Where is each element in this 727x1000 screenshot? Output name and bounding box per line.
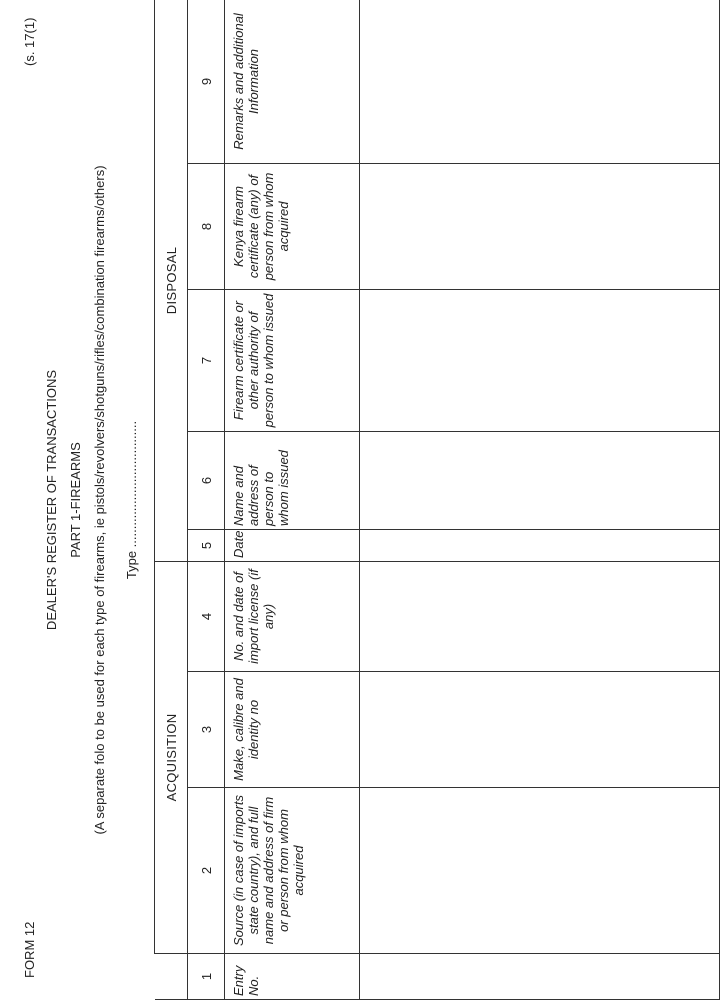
col-desc-entry-no: Entry No. (225, 954, 360, 1000)
section-reference: (s. 17(1) (22, 17, 37, 66)
group-acquisition (155, 561, 188, 953)
register-table (154, 0, 720, 1000)
entry-cell-5[interactable] (360, 529, 720, 561)
entry-cell-2[interactable] (360, 788, 720, 954)
col-num-5: 5 (188, 529, 225, 561)
entry-cell-8[interactable] (360, 163, 720, 289)
entry-cell-1[interactable] (360, 954, 720, 1000)
col-desc-firearm-certificate: Firearm certificate or other authority of person to whom issued (225, 289, 360, 431)
group-cell-blank (155, 954, 188, 1000)
col-desc-make-calibre: Make, calibre and identity no (225, 672, 360, 788)
part-title: PART 1-FIREARMS (68, 442, 83, 558)
group-disposal-label: DISPOSAL (163, 246, 179, 315)
col-desc-remarks: Remarks and additional Information (225, 0, 360, 163)
type-field: Type ................................... (124, 420, 139, 580)
col-num-3: 3 (188, 672, 225, 788)
col-num-9: 9 (188, 0, 225, 163)
col-num-1: 1 (188, 954, 225, 1000)
entry-cell-4[interactable] (360, 561, 720, 671)
form-number: FORM 12 (22, 921, 37, 978)
col-num-4: 4 (188, 561, 225, 671)
col-desc-kenya-certificate: Kenya firearm certificate (any) of person from whom acquired (225, 163, 360, 289)
entry-cell-6[interactable] (360, 431, 720, 529)
entry-cell-9[interactable] (360, 0, 720, 163)
col-desc-import-license: No. and date of import license (if any) (225, 561, 360, 671)
col-num-6: 6 (188, 431, 225, 529)
col-num-8: 8 (188, 163, 225, 289)
col-num-7: 7 (188, 289, 225, 431)
entry-cell-7[interactable] (360, 289, 720, 431)
instruction-note: (A separate folo to be used for each type of firearms, ie pistols/revolvers/shotguns/rifles/combination firearms/others) (92, 165, 107, 835)
group-acquisition-label: ACQUISITION (163, 713, 179, 802)
entry-cell-3[interactable] (360, 672, 720, 788)
col-desc-date: Date (225, 529, 360, 561)
group-disposal (155, 0, 188, 561)
col-num-2: 2 (188, 788, 225, 954)
col-desc-source: Source (in case of imports state country), and full name and address of firm or person from whom acquired (225, 788, 360, 954)
register-title: DEALER'S REGISTER OF TRANSACTIONS (44, 369, 59, 631)
col-desc-issued-to: Name and address of person to whom issued (225, 431, 360, 529)
